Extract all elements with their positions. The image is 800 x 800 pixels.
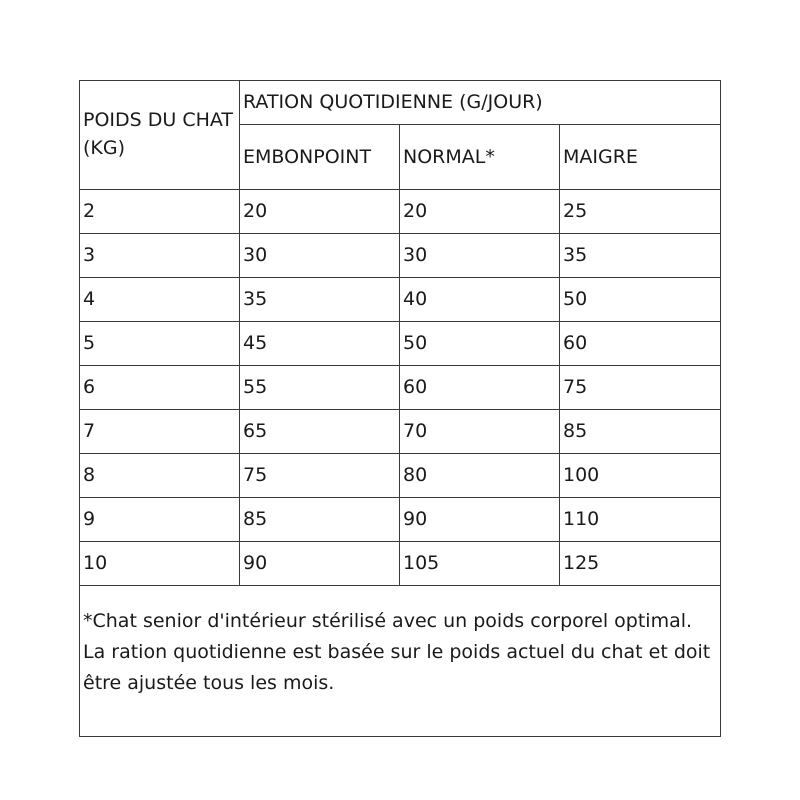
value-cell: 20 [240, 190, 400, 234]
value-cell: 30 [400, 234, 560, 278]
value-cell: 40 [400, 278, 560, 322]
value-cell: 35 [240, 278, 400, 322]
weight-cell: 4 [80, 278, 240, 322]
value-cell: 85 [240, 498, 400, 542]
table-row [80, 410, 721, 454]
value-cell: 90 [240, 542, 400, 586]
value-cell: 45 [240, 322, 400, 366]
weight-cell: 9 [80, 498, 240, 542]
value-cell: 100 [560, 454, 721, 498]
weight-cell: 8 [80, 454, 240, 498]
header-row-group [80, 81, 721, 125]
weight-cell: 3 [80, 234, 240, 278]
value-cell: 60 [560, 322, 721, 366]
value-cell: 110 [560, 498, 721, 542]
table-row [80, 234, 721, 278]
column-header-embonpoint: EMBONPOINT [240, 125, 400, 190]
value-cell: 50 [560, 278, 721, 322]
value-cell: 50 [400, 322, 560, 366]
value-cell: 70 [400, 410, 560, 454]
table-row [80, 278, 721, 322]
table-row [80, 366, 721, 410]
weight-header: POIDS DU CHAT (KG) [80, 81, 240, 190]
weight-cell: 10 [80, 542, 240, 586]
footnote-row [80, 586, 721, 737]
table-row [80, 322, 721, 366]
ration-group-header: RATION QUOTIDIENNE (G/JOUR) [240, 81, 721, 125]
value-cell: 85 [560, 410, 721, 454]
footnote: *Chat senior d'intérieur stérilisé avec un poids corporel optimal. La ration quotidienne est basée sur le poids actuel du chat et doit être ajustée tous les mois. [80, 586, 721, 737]
weight-cell: 6 [80, 366, 240, 410]
value-cell: 55 [240, 366, 400, 410]
weight-cell: 7 [80, 410, 240, 454]
ration-table [79, 80, 721, 737]
value-cell: 60 [400, 366, 560, 410]
value-cell: 75 [240, 454, 400, 498]
value-cell: 105 [400, 542, 560, 586]
table-row [80, 542, 721, 586]
column-header-normal: NORMAL* [400, 125, 560, 190]
value-cell: 30 [240, 234, 400, 278]
value-cell: 20 [400, 190, 560, 234]
value-cell: 80 [400, 454, 560, 498]
column-header-maigre: MAIGRE [560, 125, 721, 190]
table-row [80, 190, 721, 234]
weight-cell: 2 [80, 190, 240, 234]
table-row [80, 454, 721, 498]
value-cell: 25 [560, 190, 721, 234]
value-cell: 35 [560, 234, 721, 278]
value-cell: 90 [400, 498, 560, 542]
table-row [80, 498, 721, 542]
weight-cell: 5 [80, 322, 240, 366]
value-cell: 75 [560, 366, 721, 410]
value-cell: 125 [560, 542, 721, 586]
value-cell: 65 [240, 410, 400, 454]
